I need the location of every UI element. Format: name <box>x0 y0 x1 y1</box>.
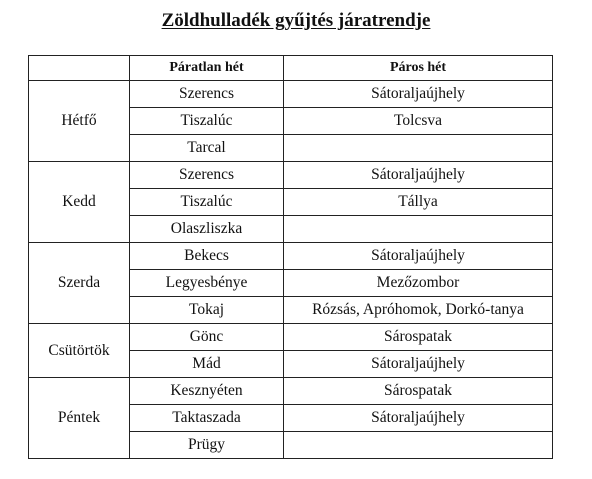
table-row <box>29 162 553 189</box>
even-week-cell: Tállya <box>284 189 553 216</box>
day-cell: Péntek <box>29 378 130 459</box>
even-week-cell: Mezőzombor <box>284 270 553 297</box>
even-week-cell: Tolcsva <box>284 108 553 135</box>
odd-week-cell: Tiszalúc <box>130 189 284 216</box>
even-week-cell: Sátoraljaújhely <box>284 351 553 378</box>
odd-week-cell: Mád <box>130 351 284 378</box>
header-odd-week: Páratlan hét <box>130 56 284 81</box>
day-cell: Hétfő <box>29 81 130 162</box>
even-week-cell: Sátoraljaújhely <box>284 81 553 108</box>
day-cell: Kedd <box>29 162 130 243</box>
even-week-cell <box>284 135 553 162</box>
odd-week-cell: Legyesbénye <box>130 270 284 297</box>
odd-week-cell: Tiszalúc <box>130 108 284 135</box>
table-row <box>29 378 553 405</box>
odd-week-cell: Bekecs <box>130 243 284 270</box>
header-row <box>29 56 553 81</box>
even-week-cell: Sátoraljaújhely <box>284 162 553 189</box>
odd-week-cell: Gönc <box>130 324 284 351</box>
odd-week-cell: Olaszliszka <box>130 216 284 243</box>
odd-week-cell: Szerencs <box>130 81 284 108</box>
schedule-body <box>29 81 553 459</box>
table-row <box>29 324 553 351</box>
odd-week-cell: Taktaszada <box>130 405 284 432</box>
even-week-cell: Rózsás, Apróhomok, Dorkó-tanya <box>284 297 553 324</box>
even-week-cell: Sátoraljaújhely <box>284 243 553 270</box>
odd-week-cell: Tarcal <box>130 135 284 162</box>
even-week-cell: Sárospatak <box>284 324 553 351</box>
odd-week-cell: Szerencs <box>130 162 284 189</box>
even-week-cell <box>284 432 553 459</box>
table-row <box>29 243 553 270</box>
odd-week-cell: Kesznyéten <box>130 378 284 405</box>
even-week-cell: Sátoraljaújhely <box>284 405 553 432</box>
schedule-table <box>28 55 553 459</box>
odd-week-cell: Tokaj <box>130 297 284 324</box>
page-title: Zöldhulladék gyűjtés járatrendje <box>161 10 431 31</box>
header-even-week: Páros hét <box>284 56 553 81</box>
even-week-cell <box>284 216 553 243</box>
odd-week-cell: Prügy <box>130 432 284 459</box>
even-week-cell: Sárospatak <box>284 378 553 405</box>
day-cell: Csütörtök <box>29 324 130 378</box>
header-day <box>29 56 130 81</box>
day-cell: Szerda <box>29 243 130 324</box>
table-row <box>29 81 553 108</box>
